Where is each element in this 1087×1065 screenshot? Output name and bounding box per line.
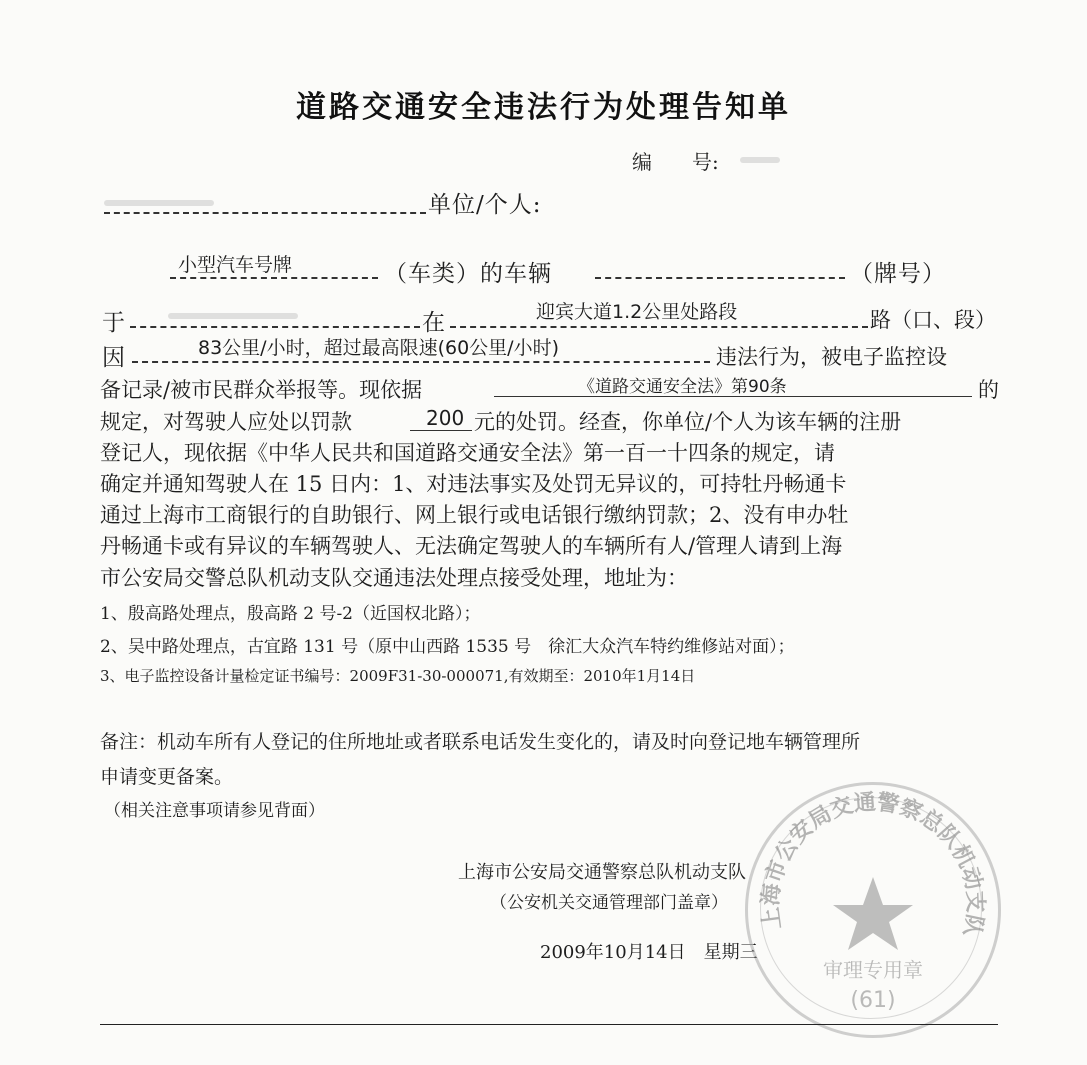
body-line-3-start: 规定，对驾驶人应处以罚款 — [100, 410, 352, 434]
official-seal — [745, 782, 1001, 1038]
at-middle: 在 — [422, 310, 446, 336]
speed-blank — [132, 361, 710, 363]
fine-blank — [410, 430, 472, 431]
body-line-3-end: 元的处罚。经查，你单位/个人为该车辆的注册 — [474, 410, 902, 434]
address-item-2: 2、吴中路处理点，古宜路 131 号（原中山西路 1535 号 徐汇大众汽车特约维修站对面）； — [100, 637, 795, 657]
page-title: 道路交通安全违法行为处理告知单 — [296, 90, 791, 125]
body-line-2-end: 的 — [978, 378, 999, 402]
serial-redacted — [740, 157, 780, 163]
law-blank — [494, 396, 972, 397]
plate-blank — [595, 277, 845, 279]
serial-label: 编 号: — [632, 150, 719, 174]
vehicle-type-label: （车类）的车辆 — [384, 261, 552, 287]
at-prefix: 于 — [102, 310, 126, 336]
body-line-1-end: 违法行为，被电子监控设 — [716, 345, 947, 369]
because-prefix: 因 — [102, 345, 126, 371]
location-value: 迎宾大道1.2公里处路段 — [536, 301, 738, 323]
remark-line-3: （相关注意事项请参见背面） — [104, 801, 325, 821]
fine-value: 200 — [426, 406, 465, 430]
seal-star-icon — [833, 877, 913, 950]
speed-value: 83公里/小时，超过最高限速(60公里/小时) — [198, 337, 559, 359]
seal-center-text: 审理专用章 — [823, 958, 923, 982]
unit-person-label: 单位/个人: — [428, 192, 542, 218]
remark-line-2: 申请变更备案。 — [100, 766, 234, 788]
address-item-1: 1、殷高路处理点，殷高路 2 号-2（近国权北路）； — [100, 604, 481, 624]
seal-graphic — [748, 785, 998, 1035]
certificate-item-3: 3、电子监控设备计量检定证书编号：2009F31-30-000071,有效期至：2010年1月14日 — [100, 667, 696, 685]
plate-label: （牌号） — [850, 261, 946, 287]
body-line-7: 丹畅通卡或有异议的车辆驾驶人、无法确定驾驶人的车辆所有人/管理人请到上海 — [100, 534, 843, 558]
issue-date: 2009年10月14日 星期三 — [540, 942, 758, 963]
vehicle-type-value: 小型汽车号牌 — [178, 254, 293, 276]
unit-redacted — [104, 200, 214, 206]
body-line-5: 确定并通知驾驶人在 15 日内：1、对违法事实及处罚无异议的，可持牡丹畅通卡 — [100, 472, 847, 496]
location-suffix: 路（口、段） — [870, 308, 996, 332]
seal-ring-text: 上海市公安局交通警察总队机动支队 — [758, 790, 988, 939]
issuer: 上海市公安局交通警察总队机动支队 — [458, 862, 746, 883]
time-blank — [130, 326, 420, 328]
body-line-2-start: 备记录/被市民群众举报等。现依据 — [100, 378, 423, 402]
unit-blank — [104, 212, 426, 214]
body-line-4: 登记人，现依据《中华人民共和国道路交通安全法》第一百一十四条的规定，请 — [100, 441, 835, 465]
body-line-8: 市公安局交警总队机动支队交通违法处理点接受处理，地址为： — [100, 566, 688, 590]
time-redacted — [168, 313, 298, 319]
remark-line-1: 备注：机动车所有人登记的住所地址或者联系电话发生变化的，请及时向登记地车辆管理所 — [100, 731, 861, 753]
seal-number: (61) — [850, 988, 896, 1013]
law-value: 《道路交通安全法》第90条 — [578, 377, 787, 397]
bottom-rule — [100, 1024, 998, 1025]
location-blank — [450, 326, 868, 328]
vehicle-type-blank — [170, 277, 378, 279]
body-line-6: 通过上海市工商银行的自助银行、网上银行或电话银行缴纳罚款；2、没有申办牡 — [100, 503, 849, 527]
issuer-note: （公安机关交通管理部门盖章） — [490, 893, 728, 913]
